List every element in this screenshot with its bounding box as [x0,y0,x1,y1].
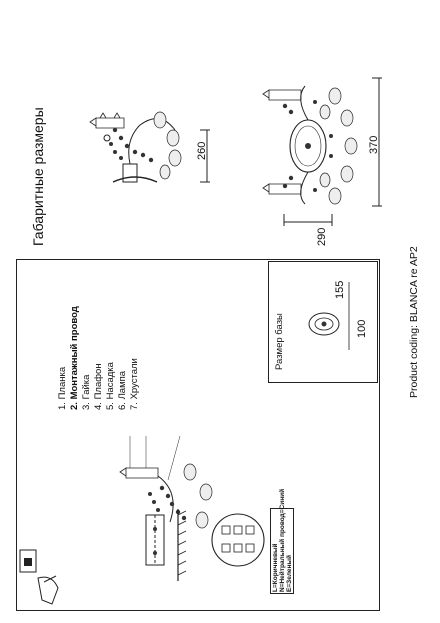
parts-list-item: 6. Лампа [117,370,128,410]
dimensions-title: Габаритные размеры [30,107,46,246]
product-code: Product coding: BLANCA re AP2 [408,246,420,398]
parts-list-item: 7. Хрустали [129,358,140,410]
parts-list-item: 4. Плафон [93,363,104,410]
base-plate-drawing [304,308,344,340]
front-width-label: 290 [316,227,328,246]
parts-list-item: 2. Монтажный провод [69,306,80,410]
base-outer-size-label: 155 [334,280,346,299]
base-dimension-lines [345,280,357,352]
wiring-note-line: L=Коричневый [272,543,279,592]
parts-list [58,262,168,412]
side-view-drawing [85,100,195,195]
installation-icon [18,548,64,608]
base-inner-size-label: 100 [356,319,368,338]
base-size-label: Размер базы [274,313,285,370]
parts-list-item: 3. Гайка [81,374,92,410]
wiring-note-line: N=Нейтральный провод=Синий [279,488,286,592]
parts-list-item: 5. Насадка [105,362,116,410]
parts-list-item: 1. Планка [57,366,68,410]
terminal-block-detail [208,510,268,570]
front-view-drawing [255,78,375,210]
side-height-label: 260 [196,141,208,160]
front-height-label: 370 [368,135,380,154]
front-width-dimension-line [280,212,336,228]
wall-mount-drawing [138,505,198,585]
wiring-note-line: E=Зеленый [286,555,293,592]
